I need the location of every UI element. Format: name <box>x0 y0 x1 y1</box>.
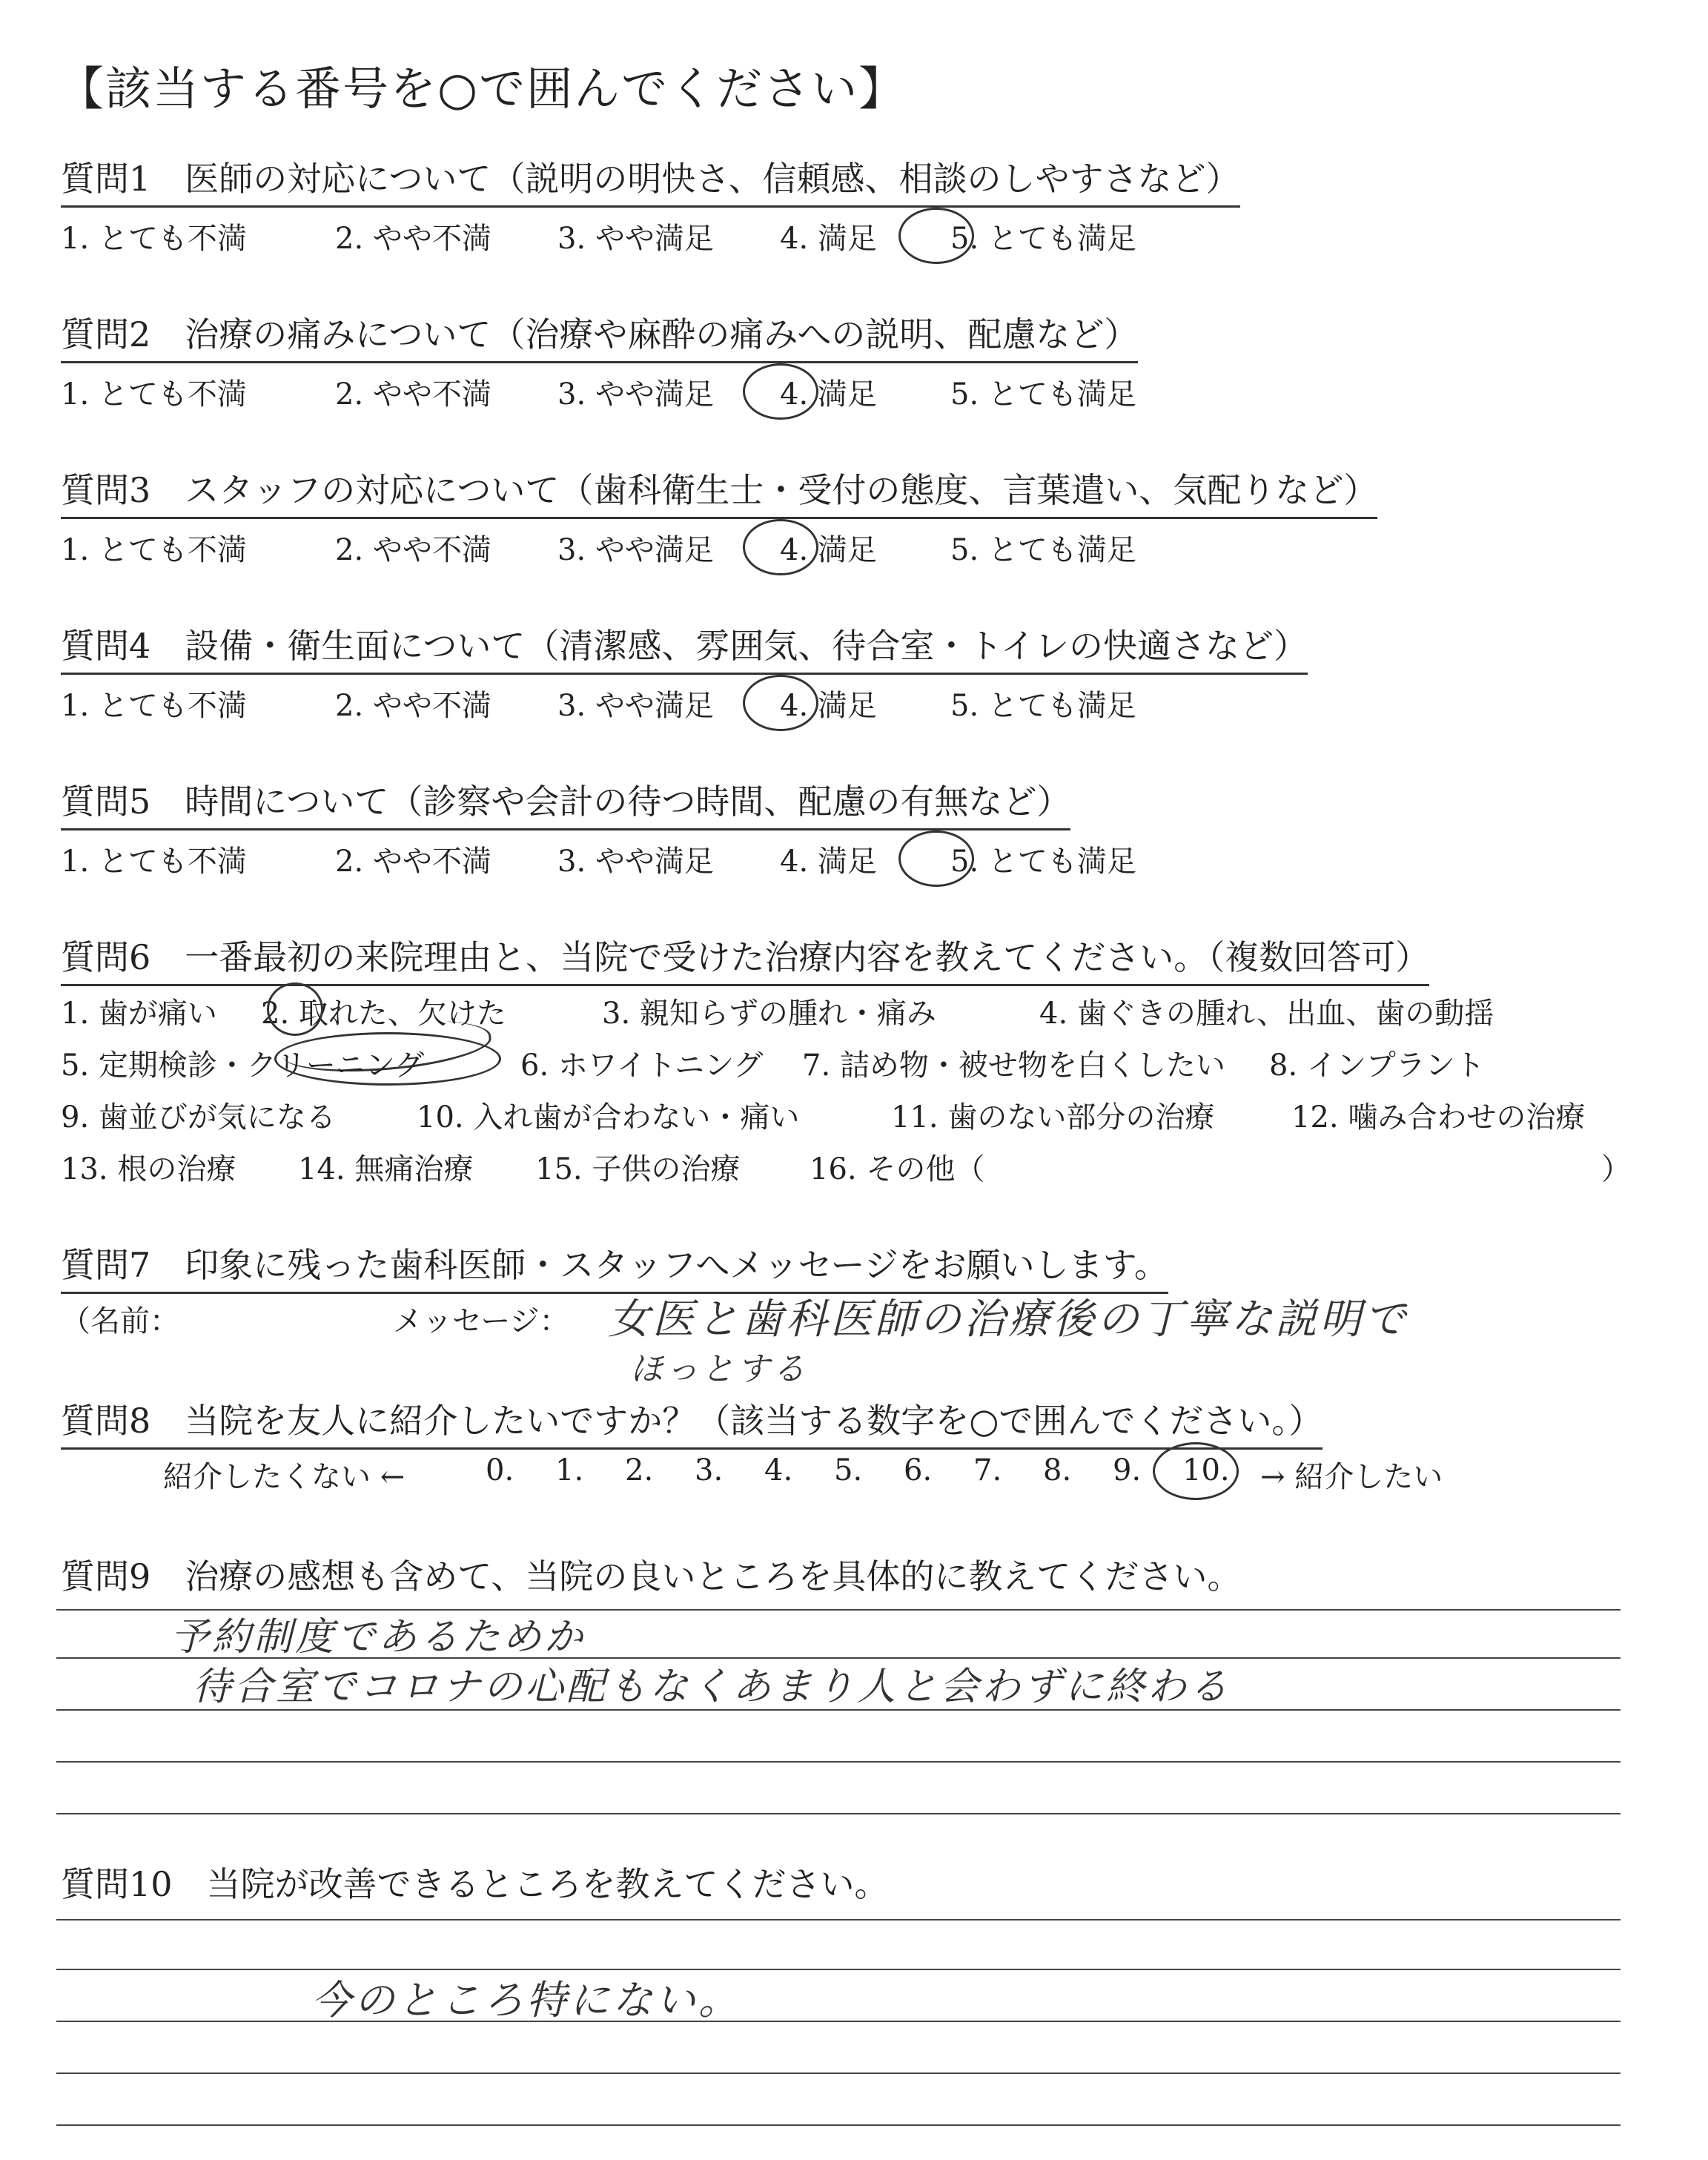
q3-option-2[interactable]: 2. やや不満 <box>335 533 491 567</box>
q6-option-3[interactable]: 3. 親知らずの腫れ・痛み <box>602 997 936 1031</box>
q8-score-2[interactable]: 2. <box>625 1453 654 1487</box>
q4-selection-circle <box>743 675 818 731</box>
q6-other-close-paren: ） <box>1601 1152 1631 1186</box>
q5-selection-circle <box>898 830 974 887</box>
q6-option-11[interactable]: 11. 歯のない部分の治療 <box>891 1100 1215 1135</box>
q1-option-3[interactable]: 3. やや満足 <box>557 222 714 256</box>
q6-option-12[interactable]: 12. 噛み合わせの治療 <box>1291 1100 1586 1135</box>
q5-option-5[interactable]: 5. とても満足 <box>950 845 1136 879</box>
q8-selection-circle <box>1153 1442 1239 1500</box>
q9-answer-line-2: 待合室でコロナの心配もなくあまり人と会わずに終わる <box>193 1665 1231 1709</box>
q1-option-2[interactable]: 2. やや不満 <box>335 222 491 256</box>
q10-answer: 今のところ特にない。 <box>311 1977 741 2024</box>
q6-option-8[interactable]: 8. インプラント <box>1269 1048 1485 1083</box>
q8-score-7[interactable]: 7. <box>973 1453 1002 1487</box>
q6-option-16[interactable]: 16. その他（ <box>810 1152 985 1186</box>
q2-option-4[interactable]: 4. 満足 <box>780 377 877 412</box>
q3-option-3[interactable]: 3. やや満足 <box>557 533 714 567</box>
q6-row-3 <box>61 1094 1585 1136</box>
q6-option-15[interactable]: 15. 子供の治療 <box>535 1152 741 1186</box>
q3-options <box>61 526 1136 569</box>
q6-row-4 <box>61 1146 985 1188</box>
q8-score-10[interactable]: 10. <box>1182 1453 1230 1487</box>
q9-title: 質問9 治療の感想も含めて、当院の良いところを具体的に教えてください。 <box>61 1556 1242 1596</box>
q2-option-3[interactable]: 3. やや満足 <box>557 377 714 412</box>
q4-option-5[interactable]: 5. とても満足 <box>950 689 1136 723</box>
q8-score-9[interactable]: 9. <box>1113 1453 1142 1487</box>
q7-message-line-2: ほっとする <box>630 1350 808 1388</box>
q4-option-1[interactable]: 1. とても不満 <box>61 689 247 723</box>
q8-score-1[interactable]: 1. <box>555 1453 584 1487</box>
q9-answer-line-1: 予約制度であるためか <box>171 1615 586 1659</box>
q5-option-3[interactable]: 3. やや満足 <box>557 845 714 879</box>
q3-option-5[interactable]: 5. とても満足 <box>950 533 1136 567</box>
q10-line-2 <box>56 1969 1621 1970</box>
q8-right-label: → 紹介したい <box>1260 1460 1443 1494</box>
q1-title: 質問1 医師の対応について（説明の明快さ、信頼感、相談のしやすさなど） <box>61 152 1240 208</box>
q2-title: 質問2 治療の痛みについて（治療や麻酔の痛みへの説明、配慮など） <box>61 308 1138 363</box>
q7-message-line-1: 女医と歯科医師の治療後の丁寧な説明で <box>608 1295 1409 1344</box>
q6-option-1[interactable]: 1. 歯が痛い <box>61 997 217 1031</box>
q5-option-1[interactable]: 1. とても不満 <box>61 845 247 879</box>
q6-row-2 <box>61 1042 1485 1084</box>
q9-line-4 <box>56 1761 1621 1763</box>
q1-option-5[interactable]: 5. とても満足 <box>950 222 1136 256</box>
q3-selection-circle <box>743 519 818 575</box>
q1-option-1[interactable]: 1. とても不満 <box>61 222 247 256</box>
q5-options <box>61 838 1136 880</box>
q5-option-4[interactable]: 4. 満足 <box>780 845 877 879</box>
q4-option-4[interactable]: 4. 満足 <box>780 689 877 723</box>
q8-left-label: 紹介したくない ← <box>163 1460 406 1494</box>
q5-title: 質問5 時間について（診察や会計の待つ時間、配慮の有無など） <box>61 775 1070 830</box>
q6-option-10[interactable]: 10. 入れ歯が合わない・痛い <box>417 1100 800 1135</box>
q7-name-label: （名前： <box>61 1304 179 1338</box>
q6-option-4[interactable]: 4. 歯ぐきの腫れ、出血、歯の動揺 <box>1039 997 1494 1031</box>
q10-line-1 <box>56 1919 1621 1920</box>
q2-option-1[interactable]: 1. とても不満 <box>61 377 247 412</box>
form-header: 【該当する番号を○で囲んでください】 <box>58 62 907 116</box>
q8-score-6[interactable]: 6. <box>904 1453 933 1487</box>
q10-title: 質問10 当院が改善できるところを教えてください。 <box>61 1864 889 1904</box>
q7-title: 質問7 印象に残った歯科医師・スタッフへメッセージをお願いします。 <box>61 1238 1168 1294</box>
q8-score-8[interactable]: 8. <box>1043 1453 1072 1487</box>
q6-option-2[interactable]: 2. 取れた、欠けた <box>261 997 506 1031</box>
q8-scale <box>486 1453 1264 1487</box>
q7-message-label: メッセージ： <box>393 1304 569 1338</box>
q6-option-14[interactable]: 14. 無痛治療 <box>298 1152 474 1186</box>
q3-option-4[interactable]: 4. 満足 <box>780 533 877 567</box>
q2-options <box>61 371 1136 413</box>
q6-circle-cleaning <box>274 1032 501 1086</box>
q6-option-7[interactable]: 7. 詰め物・被せ物を白くしたい <box>802 1048 1225 1083</box>
q4-option-2[interactable]: 2. やや不満 <box>335 689 491 723</box>
q3-title: 質問3 スタッフの対応について（歯科衛生士・受付の態度、言葉遣い、気配りなど） <box>61 463 1377 519</box>
q1-selection-circle <box>898 208 974 264</box>
q6-option-9[interactable]: 9. 歯並びが気になる <box>61 1100 336 1135</box>
q6-circle-option-2 <box>267 982 323 1036</box>
q10-line-4 <box>56 2073 1621 2074</box>
q3-option-1[interactable]: 1. とても不満 <box>61 533 247 567</box>
q2-option-5[interactable]: 5. とても満足 <box>950 377 1136 412</box>
q9-line-5 <box>56 1813 1621 1814</box>
q5-option-2[interactable]: 2. やや不満 <box>335 845 491 879</box>
q1-options <box>61 215 1136 257</box>
q6-option-13[interactable]: 13. 根の治療 <box>61 1152 236 1186</box>
q4-option-3[interactable]: 3. やや満足 <box>557 689 714 723</box>
q10-line-5 <box>56 2124 1621 2126</box>
q4-options <box>61 682 1136 724</box>
q4-title: 質問4 設備・衛生面について（清潔感、雰囲気、待合室・トイレの快適さなど） <box>61 619 1308 675</box>
q2-selection-circle <box>743 363 818 420</box>
q6-option-6[interactable]: 6. ホワイトニング <box>520 1048 764 1083</box>
q10-line-3 <box>56 2021 1621 2022</box>
q8-score-0[interactable]: 0. <box>486 1453 514 1487</box>
q6-option-5[interactable]: 5. 定期検診・クリーニング <box>61 1048 425 1083</box>
q8-score-4[interactable]: 4. <box>764 1453 793 1487</box>
q8-score-5[interactable]: 5. <box>834 1453 863 1487</box>
q1-option-4[interactable]: 4. 満足 <box>780 222 877 256</box>
q2-option-2[interactable]: 2. やや不満 <box>335 377 491 412</box>
q8-title: 質問8 当院を友人に紹介したいですか？（該当する数字を○で囲んでください。） <box>61 1394 1323 1450</box>
q6-title: 質問6 一番最初の来院理由と、当院で受けた治療内容を教えてください。（複数回答可） <box>61 931 1429 986</box>
q8-score-3[interactable]: 3. <box>695 1453 724 1487</box>
